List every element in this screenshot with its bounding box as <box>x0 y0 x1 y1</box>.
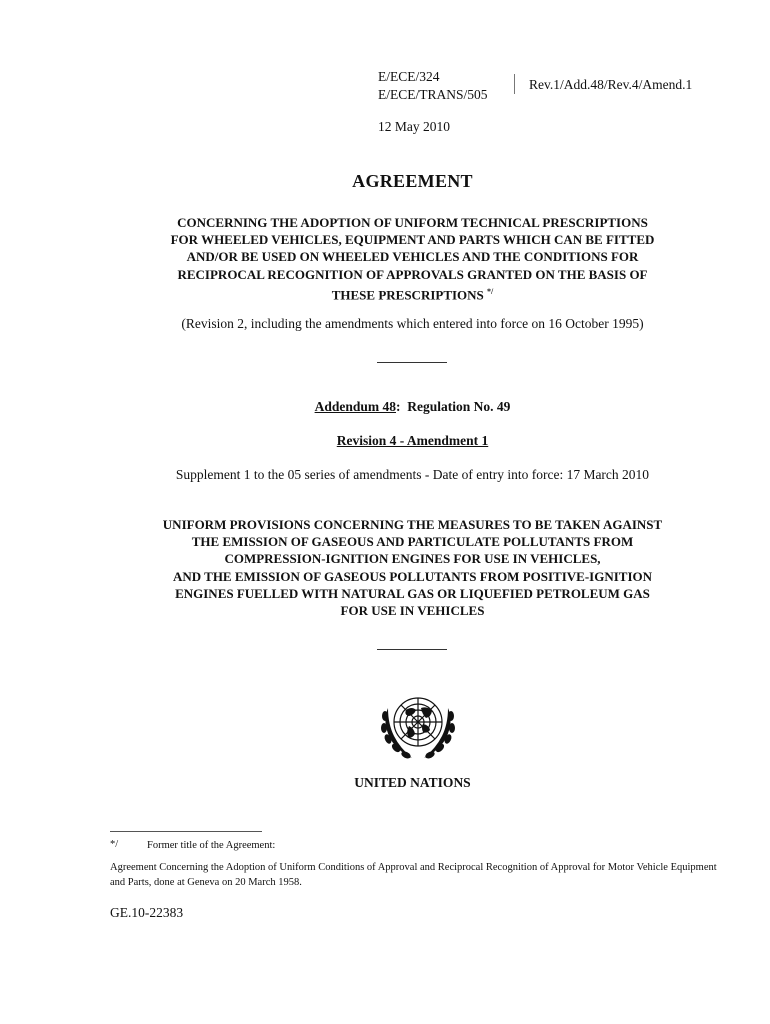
footnote-rule <box>110 831 262 832</box>
regulation-number: Regulation No. 49 <box>407 399 511 414</box>
provisions-line: FOR USE IN VEHICLES <box>340 603 485 619</box>
provisions-line: ENGINES FUELLED WITH NATURAL GAS OR LIQUEFIED PETROLEUM GAS <box>175 585 650 601</box>
supplement-note: Supplement 1 to the 05 series of amendments - Date of entry into force: 17 March 2010 <box>175 467 650 482</box>
provisions-line: AND THE EMISSION OF GASEOUS POLLUTANTS FROM POSITIVE-IGNITION <box>172 568 653 584</box>
subtitle-line-text: THESE PRESCRIPTIONS <box>331 287 484 303</box>
footnote-marker: */ <box>487 286 494 296</box>
organization-name: UNITED NATIONS <box>354 775 471 790</box>
document-symbol-1: E/ECE/324 <box>378 69 440 84</box>
document-code: GE.10-22383 <box>110 905 184 920</box>
document-symbol-2: E/ECE/TRANS/505 <box>378 87 488 102</box>
subtitle-line: FOR WHEELED VEHICLES, EQUIPMENT AND PARTS WHICH CAN BE FITTED <box>170 232 655 248</box>
separator-rule <box>377 649 447 650</box>
revision-reference: Rev.1/Add.48/Rev.4/Amend.1 <box>529 77 693 92</box>
header-divider <box>514 74 515 94</box>
uniform-provisions-title <box>100 516 725 619</box>
agreement-subtitle <box>100 214 725 303</box>
subtitle-line: RECIPROCAL RECOGNITION OF APPROVALS GRANTED ON THE BASIS OF <box>177 266 648 282</box>
addendum-heading <box>100 399 725 415</box>
separator-rule <box>377 362 447 363</box>
provisions-line: COMPRESSION-IGNITION ENGINES FOR USE IN VEHICLES, <box>224 551 601 567</box>
addendum-separator: : <box>396 399 401 414</box>
subtitle-line: AND/OR BE USED ON WHEELED VEHICLES AND THE CONDITIONS FOR <box>186 249 639 265</box>
agreement-title: AGREEMENT <box>352 171 473 191</box>
footnote-text: Agreement Concerning the Adoption of Uniform Conditions of Approval and Reciprocal Recognition of Approval for Motor Vehicle Equipment and Parts, done at Geneva on 20 March 1958. <box>110 862 717 888</box>
footnote-marker: */ <box>110 839 119 850</box>
document-date: 12 May 2010 <box>378 119 450 134</box>
addendum-label: Addendum 48 <box>314 399 396 414</box>
subtitle-line: CONCERNING THE ADOPTION OF UNIFORM TECHNICAL PRESCRIPTIONS <box>177 215 648 230</box>
un-emblem-icon <box>373 686 463 764</box>
document-symbols <box>378 68 488 104</box>
provisions-line: UNIFORM PROVISIONS CONCERNING THE MEASURES TO BE TAKEN AGAINST <box>162 517 663 532</box>
revision-amendment: Revision 4 - Amendment 1 <box>336 433 489 448</box>
footnote-title: Former title of the Agreement: <box>147 840 276 851</box>
revision-note: (Revision 2, including the amendments which entered into force on 16 October 1995) <box>181 316 644 331</box>
provisions-line: THE EMISSION OF GASEOUS AND PARTICULATE POLLUTANTS FROM <box>191 534 634 550</box>
subtitle-line <box>100 283 725 304</box>
